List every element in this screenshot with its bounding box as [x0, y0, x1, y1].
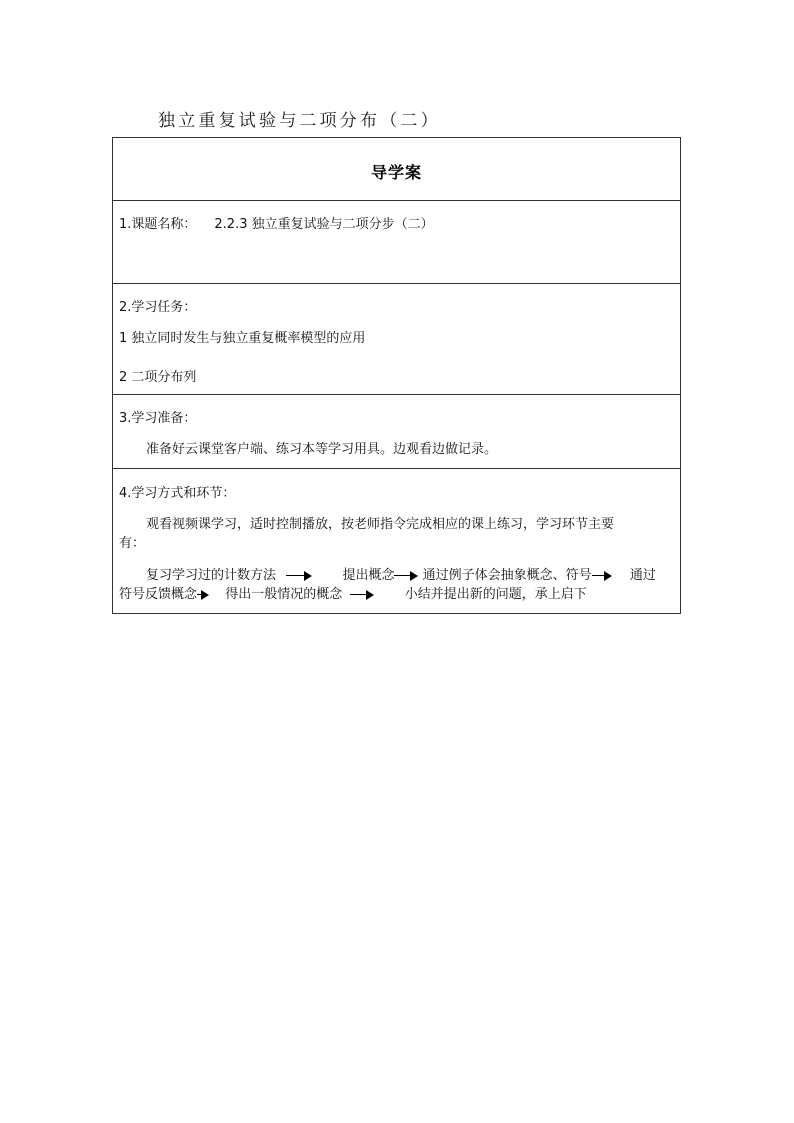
flow-step-summary: 小结并提出新的问题，承上启下	[404, 587, 587, 602]
table-header-title: 导学案	[370, 163, 422, 182]
flow-step-examples: 通过例子体会抽象概念、符号	[422, 568, 592, 583]
tasks-label: 2.学习任务：	[119, 300, 197, 315]
flow-step-through: 通过	[629, 568, 656, 583]
right-arrow-icon	[286, 571, 312, 581]
course-name-label: 1.课题名称：	[119, 217, 197, 232]
method-intro-line2: 有：	[119, 536, 146, 551]
right-arrow-icon	[350, 590, 374, 600]
course-name-row	[113, 201, 680, 284]
course-name-value: 2.2.3 独立重复试验与二项分步（二）	[214, 217, 434, 232]
right-arrow-icon	[197, 590, 209, 600]
task-item-1: 1 独立同时发生与独立重复概率模型的应用	[119, 331, 366, 346]
method-row	[113, 469, 680, 613]
tasks-row	[113, 284, 680, 395]
flow-line-1	[146, 564, 656, 583]
table-header-row	[113, 138, 680, 201]
flow-step-general: 得出一般情况的概念	[225, 587, 343, 602]
method-label: 4.学习方式和环节：	[119, 486, 236, 501]
document-title: 独立重复试验与二项分布（二）	[158, 111, 441, 131]
preparation-text: 准备好云课堂客户端、练习本等学习用具。边观看边做记录。	[146, 442, 498, 457]
flow-step-review: 复习学习过的计数方法	[146, 568, 277, 583]
task-item-2: 2 二项分布列	[119, 370, 197, 385]
study-guide-table	[112, 137, 681, 614]
right-arrow-icon	[394, 571, 418, 581]
flow-step-feedback: 符号反馈概念	[119, 587, 198, 602]
method-intro-line1: 观看视频课学习，适时控制播放，按老师指令完成相应的课上练习，学习环节主要	[146, 517, 615, 532]
preparation-row	[113, 395, 680, 469]
flow-line-2	[119, 583, 587, 602]
flow-step-concept: 提出概念	[342, 568, 395, 583]
right-arrow-icon	[592, 571, 612, 581]
preparation-label: 3.学习准备：	[119, 411, 197, 426]
course-name-line	[119, 213, 434, 232]
